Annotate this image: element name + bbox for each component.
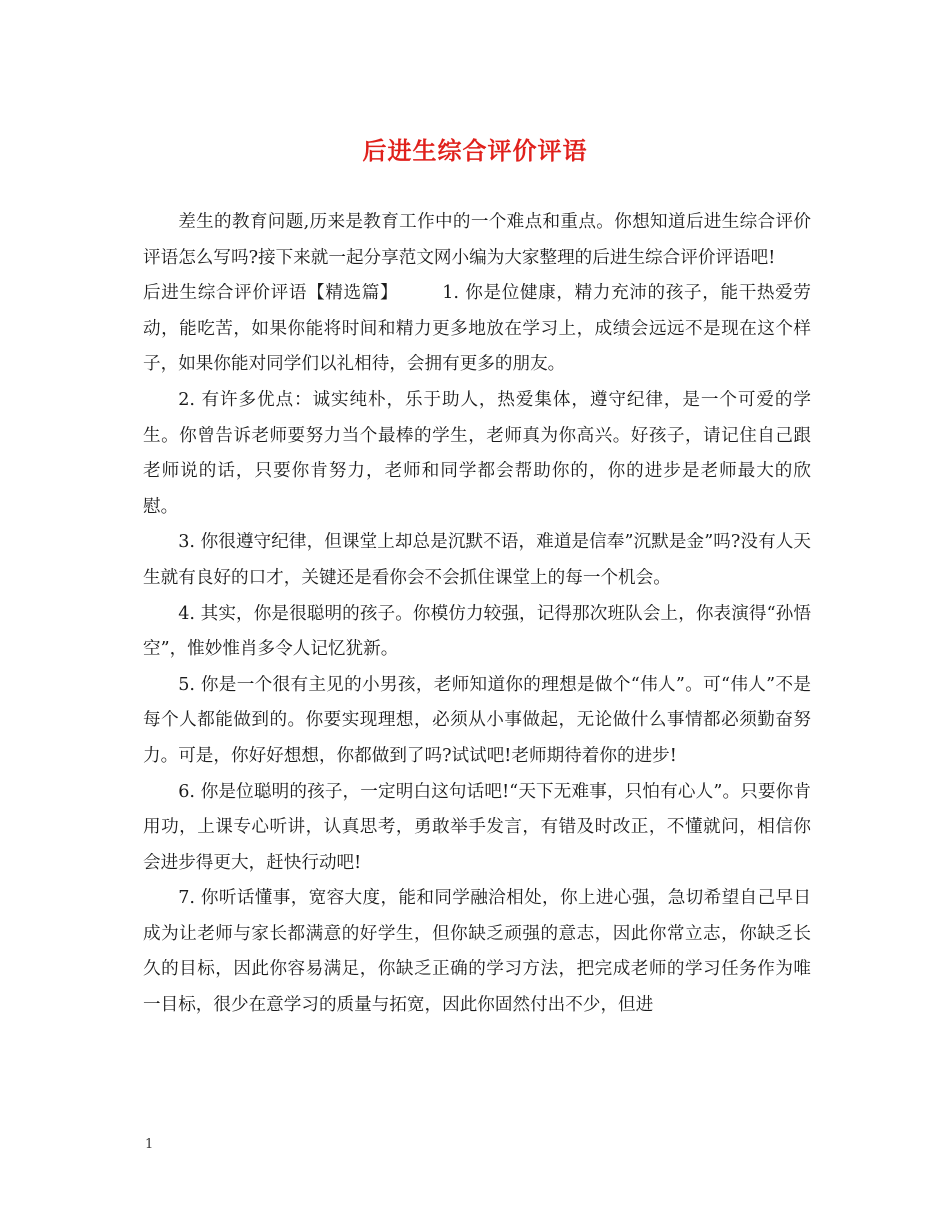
document-body (143, 205, 811, 1024)
item-paragraph-3: 3. 你很遵守纪律，但课堂上却总是沉默不语，难道是信奉”沉默是金”吗?没有人天生就有良好的口才，关键还是看你会不会抓住课堂上的每一个机会。 (143, 532, 811, 588)
document-title: 后进生综合评价评语 (362, 136, 588, 165)
section-heading: 后进生综合评价评语【精选篇】 (143, 283, 399, 304)
page-number: 1 (145, 1137, 154, 1152)
item-paragraph-6: 6. 你是位聪明的孩子，一定明白这句话吧!“天下无难事，只怕有心人”。只要你肯用功，上课专心听讲，认真思考，勇敢举手发言，有错及时改正，不懂就问，相信你会进步得更大，赶快行动吧! (143, 781, 811, 873)
item-text-1: 1. 你是位健康，精力充沛的孩子，能干热爱劳动，能吃苦，如果你能将时间和精力更多地放在学习上，成绩会远远不是现在这个样子，如果你能对同学们以礼相待，会拥有更多的朋友。 (143, 283, 811, 375)
item-paragraph-4: 4. 其实，你是很聪明的孩子。你模仿力较强，记得那次班队会上，你表演得“孙悟空”，惟妙惟肖多令人记忆犹新。 (143, 603, 811, 660)
item-paragraph-5: 5. 你是一个很有主见的小男孩，老师知道你的理想是做个“伟人”。可“伟人”不是每个人都能做到的。你要实现理想，必须从小事做起，无论做什么事情都必须勤奋努力。可是，你好好想想，你都做到了吗?试试吧!老师期待着你的进步! (143, 674, 811, 766)
intro-paragraph: 差生的教育问题,历来是教育工作中的一个难点和重点。你想知道后进生综合评价评语怎么写吗?接下来就一起分享范文网小编为大家整理的后进生综合评价评语吧! (143, 212, 811, 268)
item-paragraph-2: 2. 有许多优点：诚实纯朴，乐于助人，热爱集体，遵守纪律，是一个可爱的学生。你曾告诉老师要努力当个最棒的学生，老师真为你高兴。好孩子，请记住自己跟老师说的话，只要你肯努力，老师和同学都会帮助你的，你的进步是老师最大的欣慰。 (143, 389, 811, 517)
item-paragraph-7: 7. 你听话懂事，宽容大度，能和同学融洽相处，你上进心强，急切希望自己早日成为让老师与家长都满意的好学生，但你缺乏顽强的意志，因此你常立志，你缺乏长久的目标，因此你容易满足，你缺乏正确的学习方法，把完成老师的学习任务作为唯一目标，很少在意学习的质量与拓宽，因此你固然付出不少，但进 (143, 888, 811, 1016)
item-paragraph-1 (143, 276, 811, 383)
